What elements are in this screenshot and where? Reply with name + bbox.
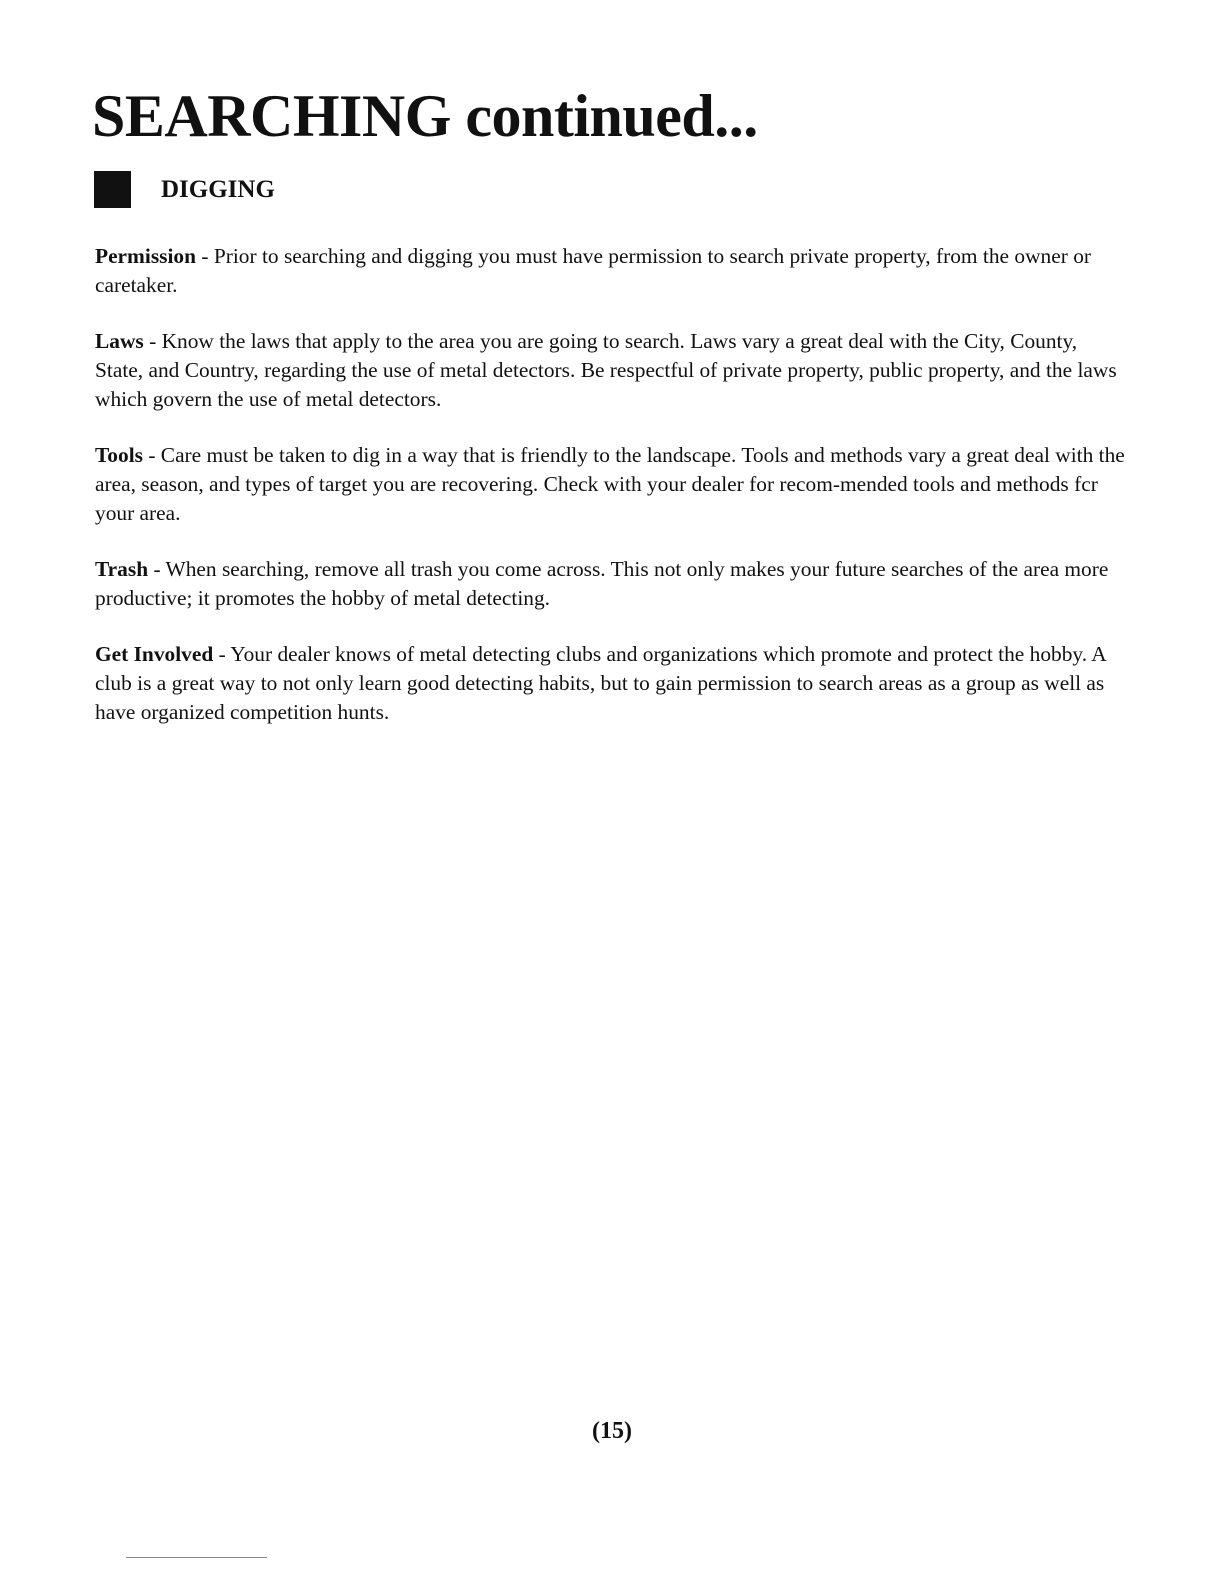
paragraph-text: Your dealer knows of metal detecting clubs and organizations which promote and protect the hobby. A club is a great way to not only learn good detecting habits, but to gain permission to search areas as a group as well as have organized competition hunts.	[95, 642, 1106, 724]
paragraph-laws	[95, 327, 1125, 414]
page-title: SEARCHING continued...	[92, 83, 758, 149]
paragraph-get-involved	[95, 640, 1125, 727]
paragraph-term: Tools	[95, 443, 143, 467]
paragraph-separator: -	[196, 244, 214, 268]
paragraph-term: Laws	[95, 329, 144, 353]
paragraph-separator: -	[213, 642, 231, 666]
paragraph-list	[95, 242, 1125, 754]
paragraph-trash	[95, 555, 1125, 613]
paragraph-separator: -	[142, 443, 161, 467]
scan-artifact-line	[126, 1557, 267, 1558]
paragraph-term: Permission	[95, 244, 196, 268]
paragraph-term: Get Involved	[95, 642, 214, 666]
paragraph-text: Prior to searching and digging you must have permission to search private property, from the owner or caretaker.	[95, 244, 1092, 297]
square-bullet-icon	[94, 171, 131, 208]
section-heading	[94, 170, 275, 208]
paragraph-text: Care must be taken to dig in a way that is friendly to the landscape. Tools and methods vary a great deal with the area, season, and types of target you are recovering. Check with your dealer for recom-mended tools and methods fcr your area.	[95, 443, 1125, 525]
section-heading-label: DIGGING	[161, 175, 275, 203]
paragraph-text: When searching, remove all trash you come across. This not only makes your future searches of the area more productive; it promotes the hobby of metal detecting.	[95, 557, 1109, 610]
paragraph-term: Trash	[95, 557, 149, 581]
paragraph-permission	[95, 242, 1125, 300]
page-number: (15)	[592, 1418, 632, 1444]
paragraph-separator: -	[148, 557, 166, 581]
paragraph-tools	[95, 441, 1125, 528]
paragraph-text: Know the laws that apply to the area you are going to search. Laws vary a great deal with the City, County, State, and Country, regarding the use of metal detectors. Be respectful of private property, public property, and the laws which govern the use of metal detectors.	[95, 329, 1117, 411]
paragraph-separator: -	[143, 329, 162, 353]
